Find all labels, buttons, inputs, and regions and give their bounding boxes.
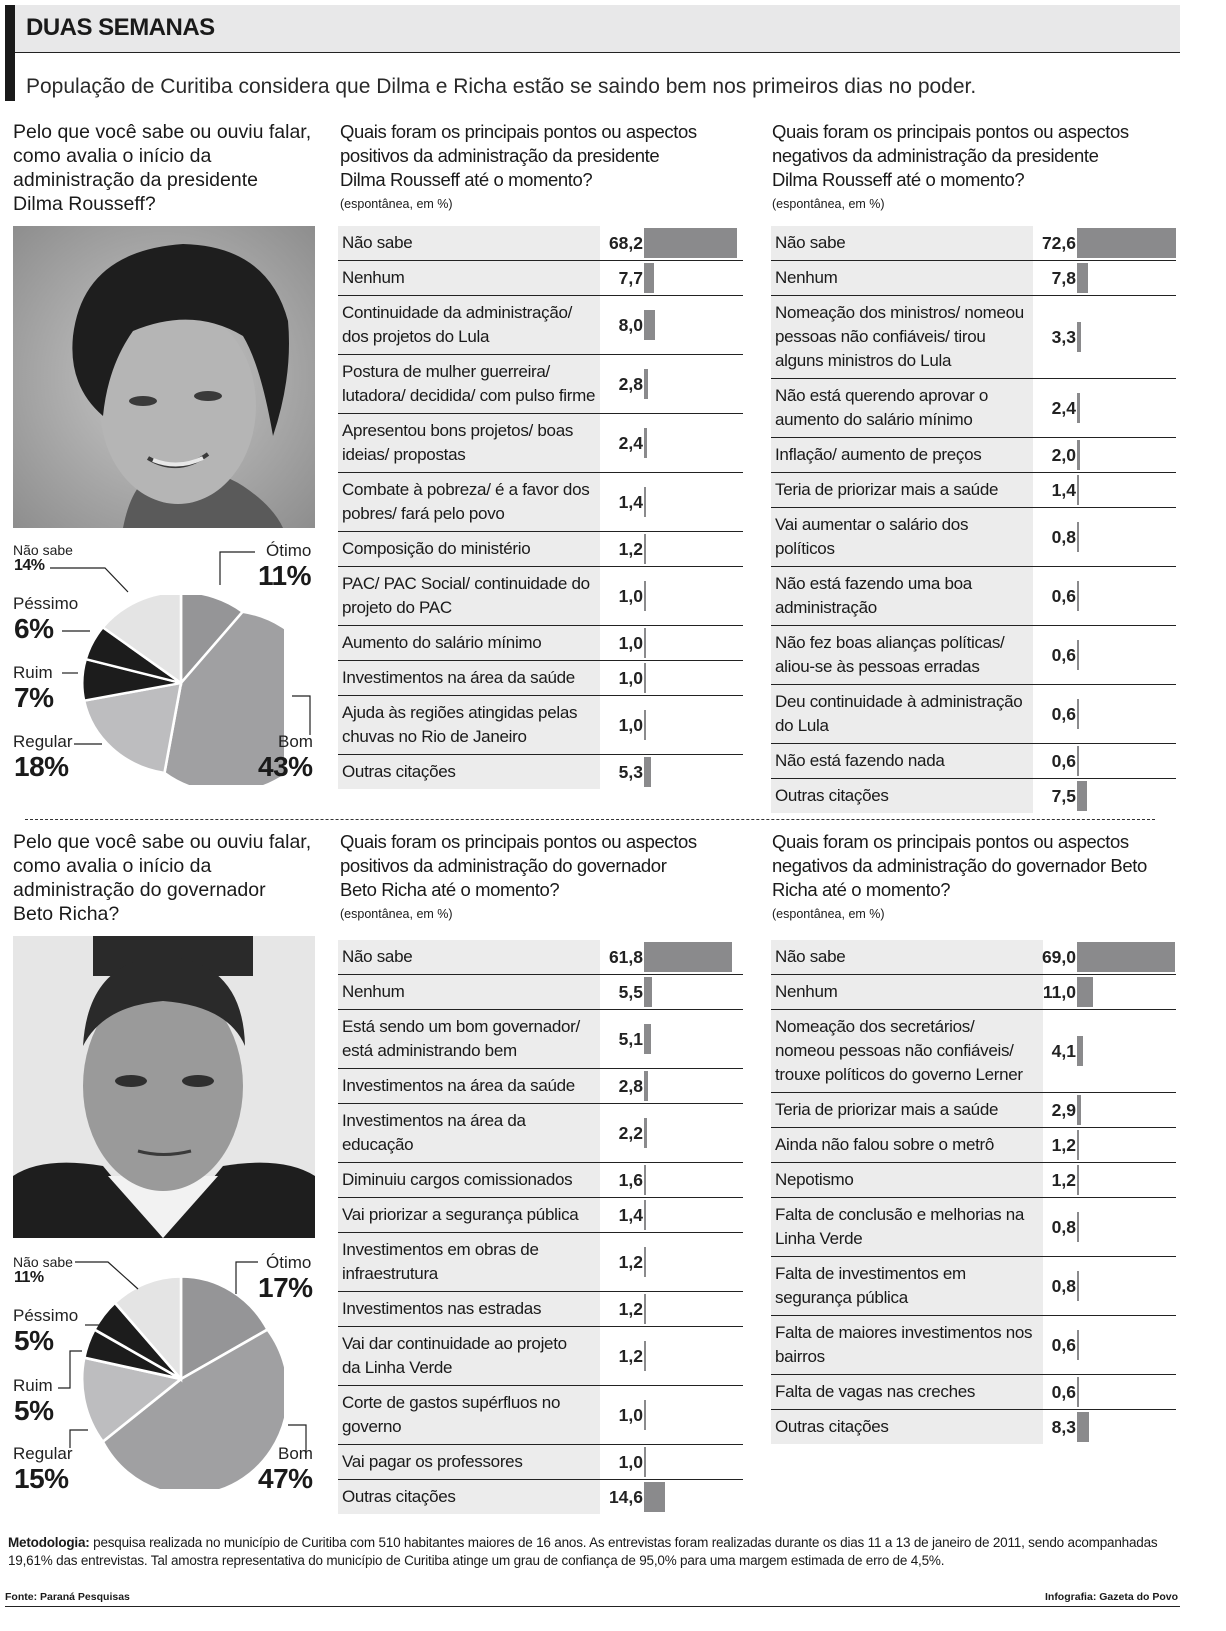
- row-value: 1,2: [1051, 1134, 1076, 1155]
- row-label: Inflação/ aumento de preços: [771, 438, 1033, 472]
- row-label: Deu continuidade à administração do Lula: [771, 685, 1033, 743]
- row-value: 1,4: [618, 491, 643, 512]
- row-value: 2,0: [1051, 444, 1076, 465]
- bar: [644, 369, 648, 399]
- bar: [644, 1294, 646, 1324]
- row-value: 0,8: [1051, 1275, 1076, 1296]
- table-row: [771, 1257, 1176, 1316]
- page-subtitle: População de Curitiba considera que Dilma e Richa estão se saindo bem nos primeiros dias no poder.: [26, 75, 977, 98]
- richa-negative-note: (espontânea, em %): [772, 907, 885, 921]
- table-row: [338, 473, 743, 532]
- row-value: 72,6: [1041, 232, 1076, 253]
- table-row: [771, 1410, 1176, 1444]
- table-row: [771, 940, 1176, 975]
- bar: [1077, 977, 1093, 1007]
- row-value: 1,0: [618, 585, 643, 606]
- row-label: Falta de maiores investimentos nos bairros: [771, 1316, 1043, 1374]
- richa-pie-label-bom: Bom: [278, 1444, 313, 1463]
- row-label: Não está querendo aprovar o aumento do salário mínimo: [771, 379, 1033, 437]
- row-label: Outras citações: [771, 1410, 1043, 1444]
- row-label: Vai aumentar o salário dos políticos: [771, 508, 1033, 566]
- infographic-credit: Infografia: Gazeta do Povo: [1044, 1591, 1178, 1603]
- row-value: 0,6: [1051, 750, 1076, 771]
- table-row: [338, 1069, 743, 1104]
- row-label: Não fez boas alianças políticas/ aliou-se às pessoas erradas: [771, 626, 1033, 684]
- footer-rule: [5, 1606, 1180, 1607]
- row-value: 7,5: [1051, 785, 1076, 806]
- row-label: Falta de conclusão e melhorias na Linha Verde: [771, 1198, 1043, 1256]
- row-label: Não sabe: [771, 940, 1043, 974]
- section-divider: [25, 819, 1155, 820]
- row-value: 8,3: [1051, 1416, 1076, 1437]
- table-row: [771, 626, 1176, 685]
- table-row: [338, 1292, 743, 1327]
- bar: [1077, 1412, 1089, 1442]
- bar: [644, 977, 652, 1007]
- bar: [1077, 1330, 1079, 1360]
- dilma-pie-pct-nao-sabe: 14%: [14, 557, 45, 574]
- row-label: Outras citações: [338, 1480, 600, 1514]
- bar: [1077, 781, 1087, 811]
- table-row: [338, 1445, 743, 1480]
- row-value: 3,3: [1051, 326, 1076, 347]
- dilma-pie-label-pessimo: Péssimo: [13, 594, 79, 613]
- row-value: 0,6: [1051, 703, 1076, 724]
- row-value: 1,6: [618, 1169, 643, 1190]
- dilma-photo: [13, 226, 315, 528]
- row-label: Combate à pobreza/ é a favor dos pobres/ fará pelo povo: [338, 473, 600, 531]
- richa-photo: [13, 936, 315, 1238]
- table-row: [338, 567, 743, 626]
- methodology-note: Metodologia: pesquisa realizada no município de Curitiba com 510 habitantes maiores de 16 anos. As entrevistas foram realizadas durante os dias 11 a 13 de janeiro de 2011, sendo acompanhadas 19,61% das entrevistas. Tal amostra representativa do município de Curitiba atinge um grau de confiança de 95,0% para uma margem estimada de erro de 4,5%.: [8, 1535, 1158, 1568]
- row-value: 11,0: [1042, 981, 1076, 1002]
- bar: [1077, 640, 1079, 670]
- row-label: Composição do ministério: [338, 532, 600, 566]
- table-row: [338, 1327, 743, 1386]
- row-value: 1,0: [618, 667, 643, 688]
- table-row: [771, 296, 1176, 379]
- table-row: [771, 685, 1176, 744]
- row-label: Nomeação dos secretários/ nomeou pessoas não confiáveis/ trouxe políticos do governo Lerner: [771, 1010, 1043, 1092]
- bar: [1077, 522, 1079, 552]
- table-row: [338, 1233, 743, 1292]
- richa-positive-bar-table: [338, 940, 743, 1514]
- table-row: [771, 779, 1176, 813]
- bar: [644, 428, 647, 458]
- dilma-positive-question: Quais foram os principais pontos ou aspectos positivos da administração da presidente Dilma Rousseff até o momento?: [340, 121, 697, 190]
- richa-pie-label-ruim: Ruim: [13, 1376, 53, 1395]
- table-row: [338, 355, 743, 414]
- bar: [1077, 263, 1088, 293]
- table-row: [771, 261, 1176, 296]
- dilma-portrait-icon: [13, 226, 315, 528]
- row-value: 5,3: [618, 761, 643, 782]
- dilma-negative-bar-table: [771, 226, 1176, 813]
- bar: [644, 1071, 648, 1101]
- richa-pie-pct-bom: 47%: [258, 1463, 313, 1494]
- table-row: [771, 226, 1176, 261]
- bar: [644, 1400, 646, 1430]
- richa-portrait-icon: [13, 936, 315, 1238]
- row-label: Falta de vagas nas creches: [771, 1375, 1043, 1409]
- table-row: [338, 1010, 743, 1069]
- dilma-rating-question: Pelo que você sabe ou ouviu falar, como avalia o início da administração da presidente Dilma Rousseff?: [13, 121, 312, 215]
- table-row: [338, 696, 743, 755]
- row-value: 0,6: [1051, 1381, 1076, 1402]
- bar: [1077, 1095, 1081, 1125]
- row-label: Está sendo um bom governador/ está administrando bem: [338, 1010, 600, 1068]
- richa-pie-pct-pessimo: 5%: [14, 1325, 54, 1356]
- bar: [644, 1247, 646, 1277]
- bar: [644, 1341, 646, 1371]
- row-label: Vai priorizar a segurança pública: [338, 1198, 600, 1232]
- table-row: [338, 755, 743, 789]
- row-value: 8,0: [618, 314, 643, 335]
- richa-positive-note: (espontânea, em %): [340, 907, 453, 921]
- table-row: [338, 626, 743, 661]
- row-label: PAC/ PAC Social/ continuidade do projeto do PAC: [338, 567, 600, 625]
- row-value: 1,2: [1051, 1169, 1076, 1190]
- row-label: Postura de mulher guerreira/ lutadora/ decidida/ com pulso firme: [338, 355, 600, 413]
- dilma-pie-label-bom: Bom: [278, 732, 313, 751]
- table-row: [771, 1010, 1176, 1093]
- bar: [1077, 1212, 1079, 1242]
- row-value: 1,4: [618, 1204, 643, 1225]
- row-label: Não está fazendo nada: [771, 744, 1033, 778]
- bar: [644, 1118, 647, 1148]
- row-label: Nenhum: [338, 975, 600, 1009]
- bar: [1077, 1377, 1079, 1407]
- row-value: 0,8: [1051, 1216, 1076, 1237]
- richa-negative-question: Quais foram os principais pontos ou aspectos negativos da administração do governador Beto Richa até o momento?: [772, 831, 1147, 900]
- row-value: 5,5: [618, 981, 643, 1002]
- richa-pie-label-nao-sabe: Não sabe: [13, 1254, 73, 1270]
- row-value: 0,6: [1051, 1334, 1076, 1355]
- row-label: Aumento do salário mínimo: [338, 626, 600, 660]
- table-row: [771, 1375, 1176, 1410]
- bar: [1077, 393, 1080, 423]
- richa-pie-label-otimo: Ótimo: [266, 1253, 312, 1272]
- row-label: Não está fazendo uma boa administração: [771, 567, 1033, 625]
- row-value: 1,0: [618, 632, 643, 653]
- table-row: [338, 1480, 743, 1514]
- row-value: 0,6: [1051, 585, 1076, 606]
- row-label: Não sabe: [338, 226, 600, 260]
- row-label: Investimentos em obras de infraestrutura: [338, 1233, 600, 1291]
- row-label: Nenhum: [771, 975, 1043, 1009]
- richa-rating-question: Pelo que você sabe ou ouviu falar, como avalia o início da administração do governador Beto Richa?: [13, 831, 312, 925]
- row-value: 1,0: [618, 1404, 643, 1425]
- table-row: [771, 567, 1176, 626]
- row-label: Corte de gastos supérfluos no governo: [338, 1386, 600, 1444]
- table-row: [771, 508, 1176, 567]
- bar: [644, 1482, 665, 1512]
- bar: [1077, 1036, 1083, 1066]
- bar: [644, 263, 654, 293]
- dilma-pie-label-ruim: Ruim: [13, 663, 53, 682]
- row-label: Não sabe: [338, 940, 600, 974]
- dilma-pie-pct-bom: 43%: [258, 751, 313, 782]
- dilma-pie-label-otimo: Ótimo: [266, 541, 312, 560]
- row-label: Continuidade da administração/ dos projetos do Lula: [338, 296, 600, 354]
- bar: [644, 1024, 651, 1054]
- bar: [644, 310, 655, 340]
- row-value: 1,2: [618, 538, 643, 559]
- row-label: Investimentos na área da educação: [338, 1104, 600, 1162]
- table-row: [338, 532, 743, 567]
- row-label: Diminuiu cargos comissionados: [338, 1163, 600, 1197]
- table-row: [771, 1093, 1176, 1128]
- row-value: 5,1: [618, 1028, 643, 1049]
- bar: [644, 581, 646, 611]
- row-value: 0,8: [1051, 526, 1076, 547]
- table-row: [771, 473, 1176, 508]
- row-label: Vai pagar os professores: [338, 1445, 600, 1479]
- row-value: 2,8: [618, 1075, 643, 1096]
- table-row: [771, 438, 1176, 473]
- row-label: Outras citações: [771, 779, 1033, 813]
- row-value: 7,7: [618, 267, 643, 288]
- bar: [644, 487, 646, 517]
- bar: [644, 1200, 646, 1230]
- row-value: 2,4: [618, 432, 643, 453]
- row-label: Investimentos na área da saúde: [338, 661, 600, 695]
- bar: [644, 710, 646, 740]
- dilma-negative-question: Quais foram os principais pontos ou aspectos negativos da administração da presidente Dilma Rousseff até o momento?: [772, 121, 1129, 190]
- bar: [644, 1165, 646, 1195]
- richa-pie-label-regular: Regular: [13, 1444, 73, 1463]
- bar: [1077, 1271, 1079, 1301]
- row-label: Vai dar continuidade ao projeto da Linha Verde: [338, 1327, 600, 1385]
- bar: [644, 628, 646, 658]
- bar: [644, 942, 732, 972]
- row-value: 1,4: [1051, 479, 1076, 500]
- table-row: [338, 1386, 743, 1445]
- row-value: 0,6: [1051, 644, 1076, 665]
- bar: [644, 757, 651, 787]
- dilma-pie-label-nao-sabe: Não sabe: [13, 542, 73, 558]
- table-row: [771, 379, 1176, 438]
- header-accent-bar: [5, 5, 15, 101]
- row-value: 1,0: [618, 714, 643, 735]
- bar: [1077, 746, 1079, 776]
- dilma-pie-pct-pessimo: 6%: [14, 613, 54, 644]
- row-label: Nomeação dos ministros/ nomeou pessoas não confiáveis/ tirou alguns ministros do Lula: [771, 296, 1033, 378]
- bar: [1077, 475, 1079, 505]
- bar: [1077, 322, 1081, 352]
- richa-pie-pct-nao-sabe: 11%: [14, 1269, 44, 1286]
- row-value: 14,6: [608, 1486, 643, 1507]
- row-value: 1,2: [618, 1345, 643, 1366]
- richa-pie-pct-ruim: 5%: [14, 1395, 54, 1426]
- row-label: Nepotismo: [771, 1163, 1043, 1197]
- dilma-positive-bar-table: [338, 226, 743, 789]
- row-value: 4,1: [1051, 1040, 1076, 1061]
- richa-pie-pct-regular: 15%: [14, 1463, 69, 1494]
- row-label: Investimentos na área da saúde: [338, 1069, 600, 1103]
- table-row: [338, 975, 743, 1010]
- bar: [1077, 699, 1079, 729]
- row-label: Falta de investimentos em segurança pública: [771, 1257, 1043, 1315]
- row-label: Teria de priorizar mais a saúde: [771, 1093, 1043, 1127]
- row-value: 2,9: [1051, 1099, 1076, 1120]
- bar: [1077, 942, 1175, 972]
- table-row: [771, 975, 1176, 1010]
- table-row: [338, 414, 743, 473]
- table-row: [771, 744, 1176, 779]
- row-label: Ainda não falou sobre o metrô: [771, 1128, 1043, 1162]
- row-label: Teria de priorizar mais a saúde: [771, 473, 1033, 507]
- source-credit: Fonte: Paraná Pesquisas: [5, 1591, 130, 1603]
- row-value: 68,2: [608, 232, 643, 253]
- row-label: Investimentos nas estradas: [338, 1292, 600, 1326]
- bar: [644, 663, 646, 693]
- table-row: [771, 1163, 1176, 1198]
- table-row: [338, 661, 743, 696]
- row-label: Nenhum: [338, 261, 600, 295]
- row-value: 7,8: [1051, 267, 1076, 288]
- page-title: DUAS SEMANAS: [26, 14, 215, 41]
- dilma-pie-pct-otimo: 11%: [258, 560, 311, 591]
- table-row: [338, 1198, 743, 1233]
- richa-positive-question: Quais foram os principais pontos ou aspectos positivos da administração do governador Beto Richa até o momento?: [340, 831, 697, 900]
- row-value: 2,8: [618, 373, 643, 394]
- row-label: Outras citações: [338, 755, 600, 789]
- table-row: [771, 1316, 1176, 1375]
- row-value: 2,2: [618, 1122, 643, 1143]
- row-value: 69,0: [1041, 946, 1076, 967]
- bar: [1077, 1130, 1079, 1160]
- bar: [644, 1447, 646, 1477]
- table-row: [338, 1104, 743, 1163]
- row-value: 1,2: [618, 1251, 643, 1272]
- dilma-pie-pct-regular: 18%: [14, 751, 69, 782]
- bar: [1077, 581, 1079, 611]
- richa-pie-label-pessimo: Péssimo: [13, 1306, 79, 1325]
- row-value: 61,8: [608, 946, 643, 967]
- bar: [1077, 228, 1176, 258]
- row-label: Não sabe: [771, 226, 1033, 260]
- table-row: [338, 940, 743, 975]
- row-value: 1,2: [618, 1298, 643, 1319]
- table-row: [338, 226, 743, 261]
- table-row: [338, 1163, 743, 1198]
- bar: [644, 534, 646, 564]
- richa-negative-bar-table: [771, 940, 1176, 1444]
- row-value: 1,0: [618, 1451, 643, 1472]
- table-row: [771, 1128, 1176, 1163]
- row-label: Ajuda às regiões atingidas pelas chuvas no Rio de Janeiro: [338, 696, 600, 754]
- dilma-negative-note: (espontânea, em %): [772, 197, 885, 211]
- bar: [644, 228, 737, 258]
- dilma-pie-label-regular: Regular: [13, 732, 73, 751]
- richa-pie-pct-otimo: 17%: [258, 1272, 313, 1303]
- table-row: [338, 261, 743, 296]
- row-label: Nenhum: [771, 261, 1033, 295]
- bar: [1077, 440, 1080, 470]
- table-row: [771, 1198, 1176, 1257]
- bar: [1077, 1165, 1079, 1195]
- row-label: Apresentou bons projetos/ boas ideias/ propostas: [338, 414, 600, 472]
- table-row: [338, 296, 743, 355]
- row-value: 2,4: [1051, 397, 1076, 418]
- dilma-pie-pct-ruim: 7%: [14, 682, 54, 713]
- dilma-positive-note: (espontânea, em %): [340, 197, 453, 211]
